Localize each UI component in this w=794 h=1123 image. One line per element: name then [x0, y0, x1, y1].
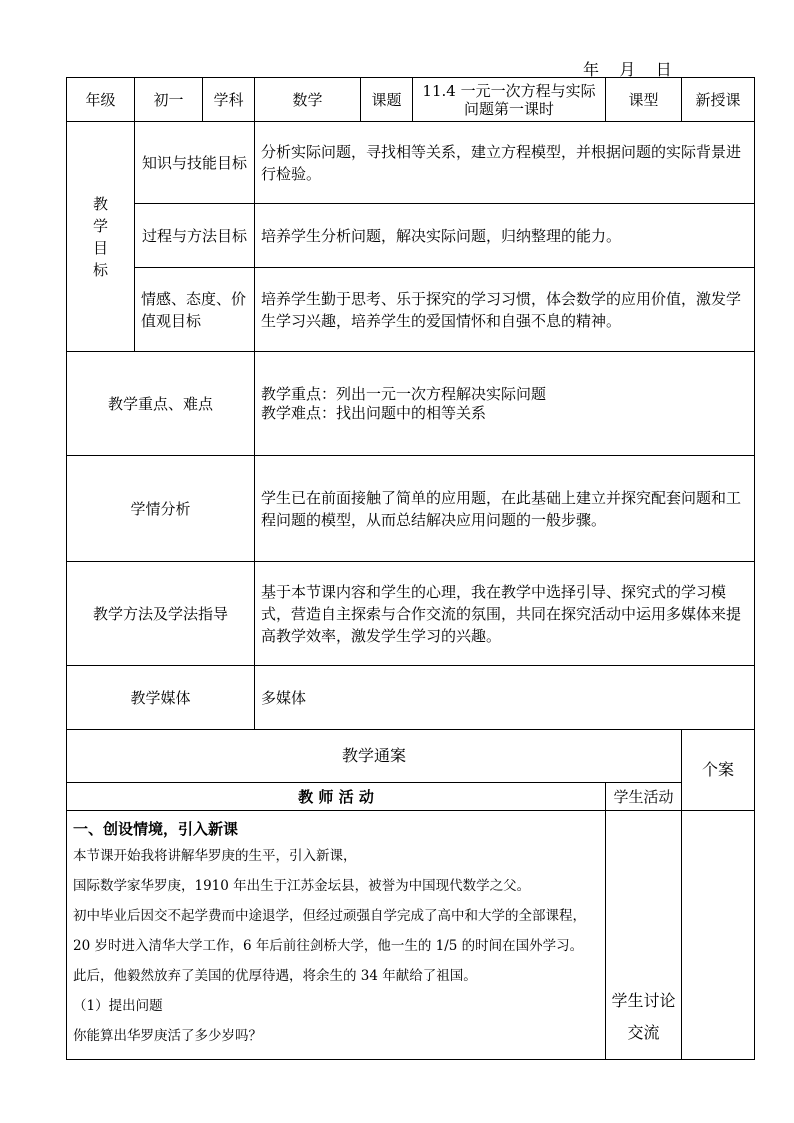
- teacher-activity-header: 教 师 活 动: [67, 783, 606, 811]
- key-points-label: 教学重点、难点: [67, 352, 255, 456]
- activity-line: 本节课开始我将讲解华罗庚的生平，引入新课，: [73, 848, 357, 864]
- subject-value: 数学: [255, 78, 361, 122]
- analysis-label: 学情分析: [67, 456, 255, 562]
- section-title: 一、创设情境，引入新课: [73, 820, 239, 838]
- header-row: [67, 78, 755, 122]
- media-label: 教学媒体: [67, 666, 255, 730]
- objective-label-process: 过程与方法目标: [135, 204, 255, 268]
- activity-content-row: [67, 811, 755, 1060]
- method-label: 教学方法及学法指导: [67, 562, 255, 666]
- teacher-activity-content: [67, 811, 606, 1060]
- grade-value: 初一: [135, 78, 203, 122]
- objective-label-knowledge: 知识与技能目标: [135, 122, 255, 204]
- key-point-line: 教学重点：列出一元一次方程解决实际问题: [261, 384, 547, 403]
- topic-value: 11.4 一元一次方程与实际问题第一课时: [413, 78, 606, 122]
- individual-content: [682, 811, 755, 1060]
- activity-line: 此后，他毅然放弃了美国的优厚待遇，将余生的 34 年献给了祖国。: [73, 968, 477, 984]
- objectives-label-text: 教学目标: [93, 194, 109, 279]
- activity-line: 你能算出华罗庚活了多少岁吗？: [73, 1028, 262, 1044]
- plan-title-row: [67, 730, 755, 783]
- objective-text-knowledge: 分析实际问题，寻找相等关系，建立方程模型，并根据问题的实际背景进行检验。: [255, 122, 755, 204]
- objective-row-emotion: [67, 268, 755, 352]
- objectives-label: [67, 122, 135, 352]
- activity-line: 20 岁时进入清华大学工作，6 年后前往剑桥大学，他一生的 1/5 的时间在国外学习。: [73, 938, 584, 954]
- activity-line: 国际数学家华罗庚，1910 年出生于江苏金坛县，被誉为中国现代数学之父。: [73, 878, 531, 894]
- date-line: 年 月 日: [583, 60, 672, 79]
- difficulty-line: 教学难点：找出问题中的相等关系: [261, 403, 487, 422]
- student-activity-header: 学生活动: [606, 783, 682, 811]
- method-text: 基于本节课内容和学生的心理，我在教学中选择引导、探究式的学习模式，营造自主探索与合作交流的氛围，共同在探究活动中运用多媒体来提高教学效率，激发学生学习的兴趣。: [255, 562, 755, 666]
- key-points-content: [255, 352, 755, 456]
- lesson-plan-table: [66, 77, 755, 1060]
- activity-line: （1）提出问题: [73, 998, 163, 1014]
- analysis-row: [67, 456, 755, 562]
- objective-text-process: 培养学生分析问题，解决实际问题，归纳整理的能力。: [255, 204, 755, 268]
- objective-row-knowledge: [67, 122, 755, 204]
- activity-line: 初中毕业后因交不起学费而中途退学，但经过顽强自学完成了高中和大学的全部课程，: [73, 908, 586, 924]
- student-activity-line: 交流: [627, 1023, 660, 1042]
- objective-text-emotion: 培养学生勤于思考、乐于探究的学习习惯，体会数学的应用价值，激发学生学习兴趣，培养学生的爱国情怀和自强不息的精神。: [255, 268, 755, 352]
- media-text: 多媒体: [255, 666, 755, 730]
- media-row: [67, 666, 755, 730]
- topic-label: 课题: [361, 78, 413, 122]
- objective-row-process: [67, 204, 755, 268]
- key-points-row: [67, 352, 755, 456]
- analysis-text: 学生已在前面接触了简单的应用题，在此基础上建立并探究配套问题和工程问题的模型，从而总结解决应用问题的一般步骤。: [255, 456, 755, 562]
- activity-header-row: [67, 783, 755, 811]
- type-value: 新授课: [682, 78, 755, 122]
- individual-label: 个案: [682, 730, 755, 811]
- objective-label-emotion: 情感、态度、价值观目标: [135, 268, 255, 352]
- plan-title: 教学通案: [67, 730, 682, 783]
- subject-label: 学科: [203, 78, 255, 122]
- method-row: [67, 562, 755, 666]
- type-label: 课型: [606, 78, 682, 122]
- student-activity-line: 学生讨论: [611, 991, 676, 1010]
- grade-label: 年级: [67, 78, 135, 122]
- student-activity-content: [606, 811, 682, 1060]
